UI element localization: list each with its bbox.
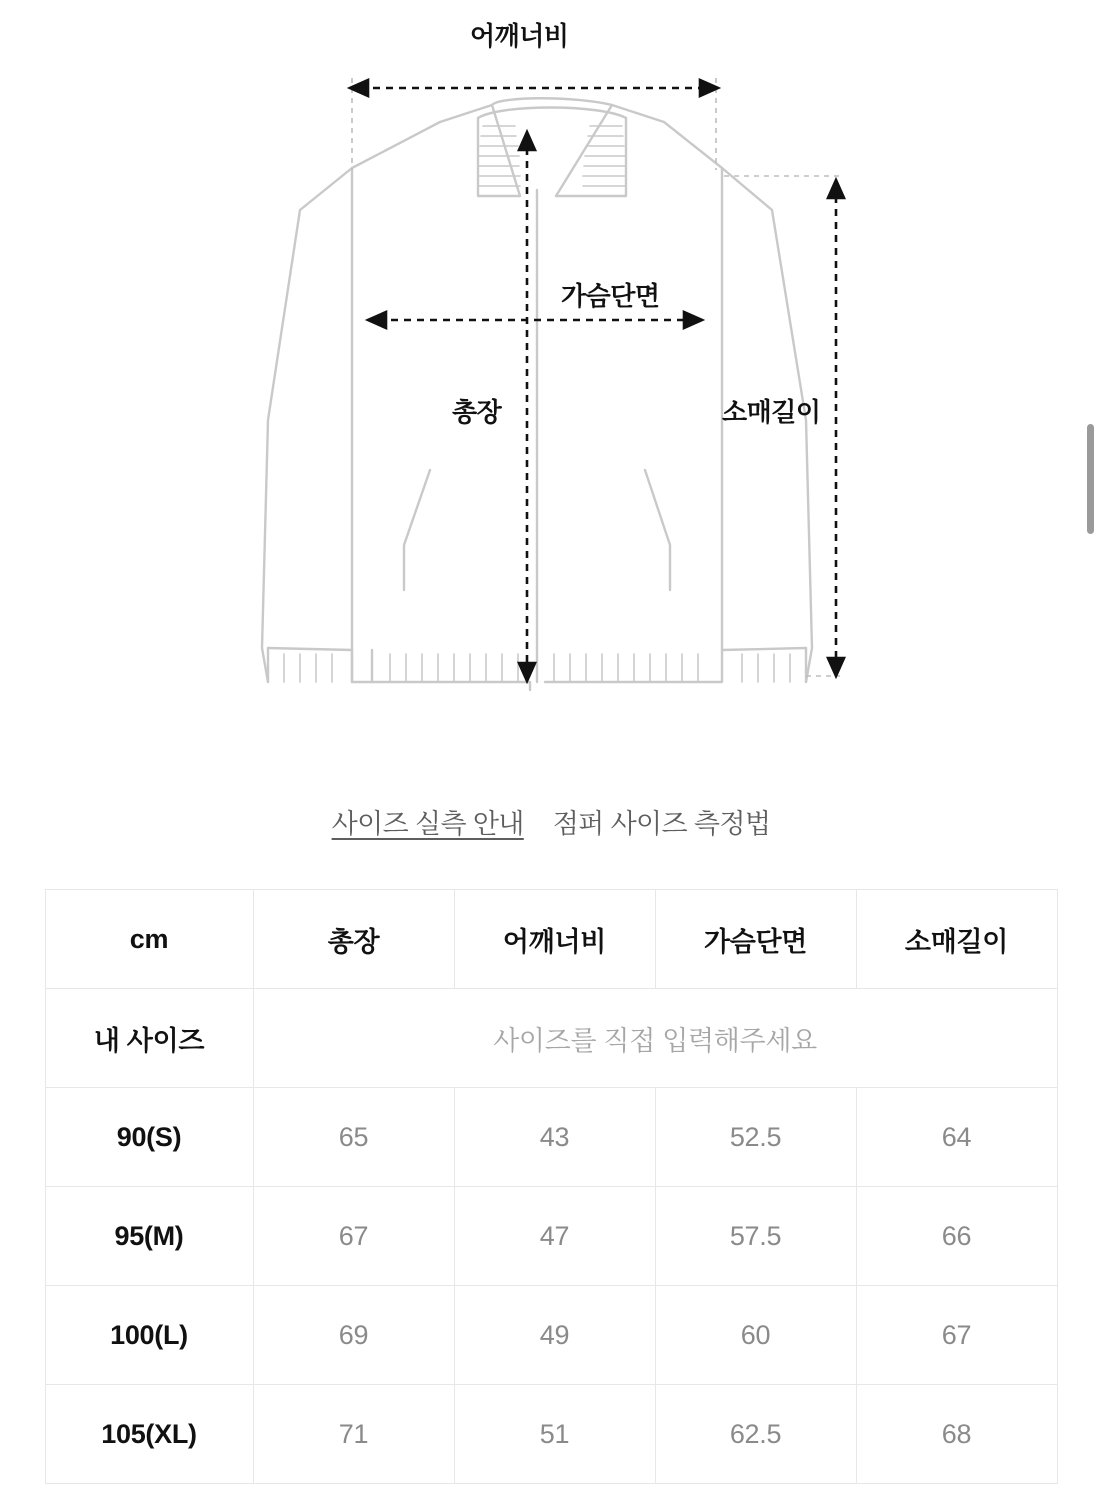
cell-sleeve-length: 67 bbox=[856, 1286, 1057, 1385]
row-size-label: 90(S) bbox=[45, 1088, 253, 1187]
label-sleeve-length: 소매길이 bbox=[722, 397, 821, 427]
row-size-label: 105(XL) bbox=[45, 1385, 253, 1484]
row-size-label: 100(L) bbox=[45, 1286, 253, 1385]
cell-shoulder-width: 49 bbox=[454, 1286, 655, 1385]
cell-sleeve-length: 64 bbox=[856, 1088, 1057, 1187]
cell-total-length: 71 bbox=[253, 1385, 454, 1484]
cell-sleeve-length: 66 bbox=[856, 1187, 1057, 1286]
my-size-row[interactable] bbox=[45, 989, 1057, 1088]
label-shoulder-width: 어깨너비 bbox=[470, 21, 569, 51]
label-chest-width: 가슴단면 bbox=[561, 281, 660, 311]
header-shoulder-width: 어깨너비 bbox=[454, 890, 655, 989]
table-row bbox=[45, 1187, 1057, 1286]
header-total-length: 총장 bbox=[253, 890, 454, 989]
cell-total-length: 65 bbox=[253, 1088, 454, 1187]
jumper-measure-method-link[interactable]: 점퍼 사이즈 측정법 bbox=[552, 809, 771, 839]
table-row bbox=[45, 1286, 1057, 1385]
size-chart-head bbox=[45, 890, 1057, 989]
table-header-row bbox=[45, 890, 1057, 989]
cell-chest-width: 60 bbox=[655, 1286, 856, 1385]
page-scrollbar-track[interactable] bbox=[1086, 0, 1094, 1500]
my-size-label: 내 사이즈 bbox=[45, 989, 253, 1088]
size-measure-guide-link[interactable]: 사이즈 실측 안내 bbox=[331, 809, 524, 839]
cell-total-length: 69 bbox=[253, 1286, 454, 1385]
my-size-input[interactable]: 사이즈를 직접 입력해주세요 bbox=[253, 989, 1057, 1088]
table-row bbox=[45, 1385, 1057, 1484]
size-chart-body bbox=[45, 989, 1057, 1484]
cell-shoulder-width: 51 bbox=[454, 1385, 655, 1484]
header-sleeve-length: 소매길이 bbox=[856, 890, 1057, 989]
size-chart-table bbox=[45, 889, 1058, 1484]
cell-shoulder-width: 47 bbox=[454, 1187, 655, 1286]
label-total-length: 총장 bbox=[452, 397, 502, 427]
cell-chest-width: 52.5 bbox=[655, 1088, 856, 1187]
size-guide-links bbox=[0, 802, 1102, 841]
page-scrollbar-thumb[interactable] bbox=[1087, 424, 1094, 534]
cell-chest-width: 62.5 bbox=[655, 1385, 856, 1484]
header-chest-width: 가슴단면 bbox=[655, 890, 856, 989]
table-row bbox=[45, 1088, 1057, 1187]
header-unit: cm bbox=[45, 890, 253, 989]
cell-total-length: 67 bbox=[253, 1187, 454, 1286]
cell-sleeve-length: 68 bbox=[856, 1385, 1057, 1484]
row-size-label: 95(M) bbox=[45, 1187, 253, 1286]
cell-chest-width: 57.5 bbox=[655, 1187, 856, 1286]
cell-shoulder-width: 43 bbox=[454, 1088, 655, 1187]
